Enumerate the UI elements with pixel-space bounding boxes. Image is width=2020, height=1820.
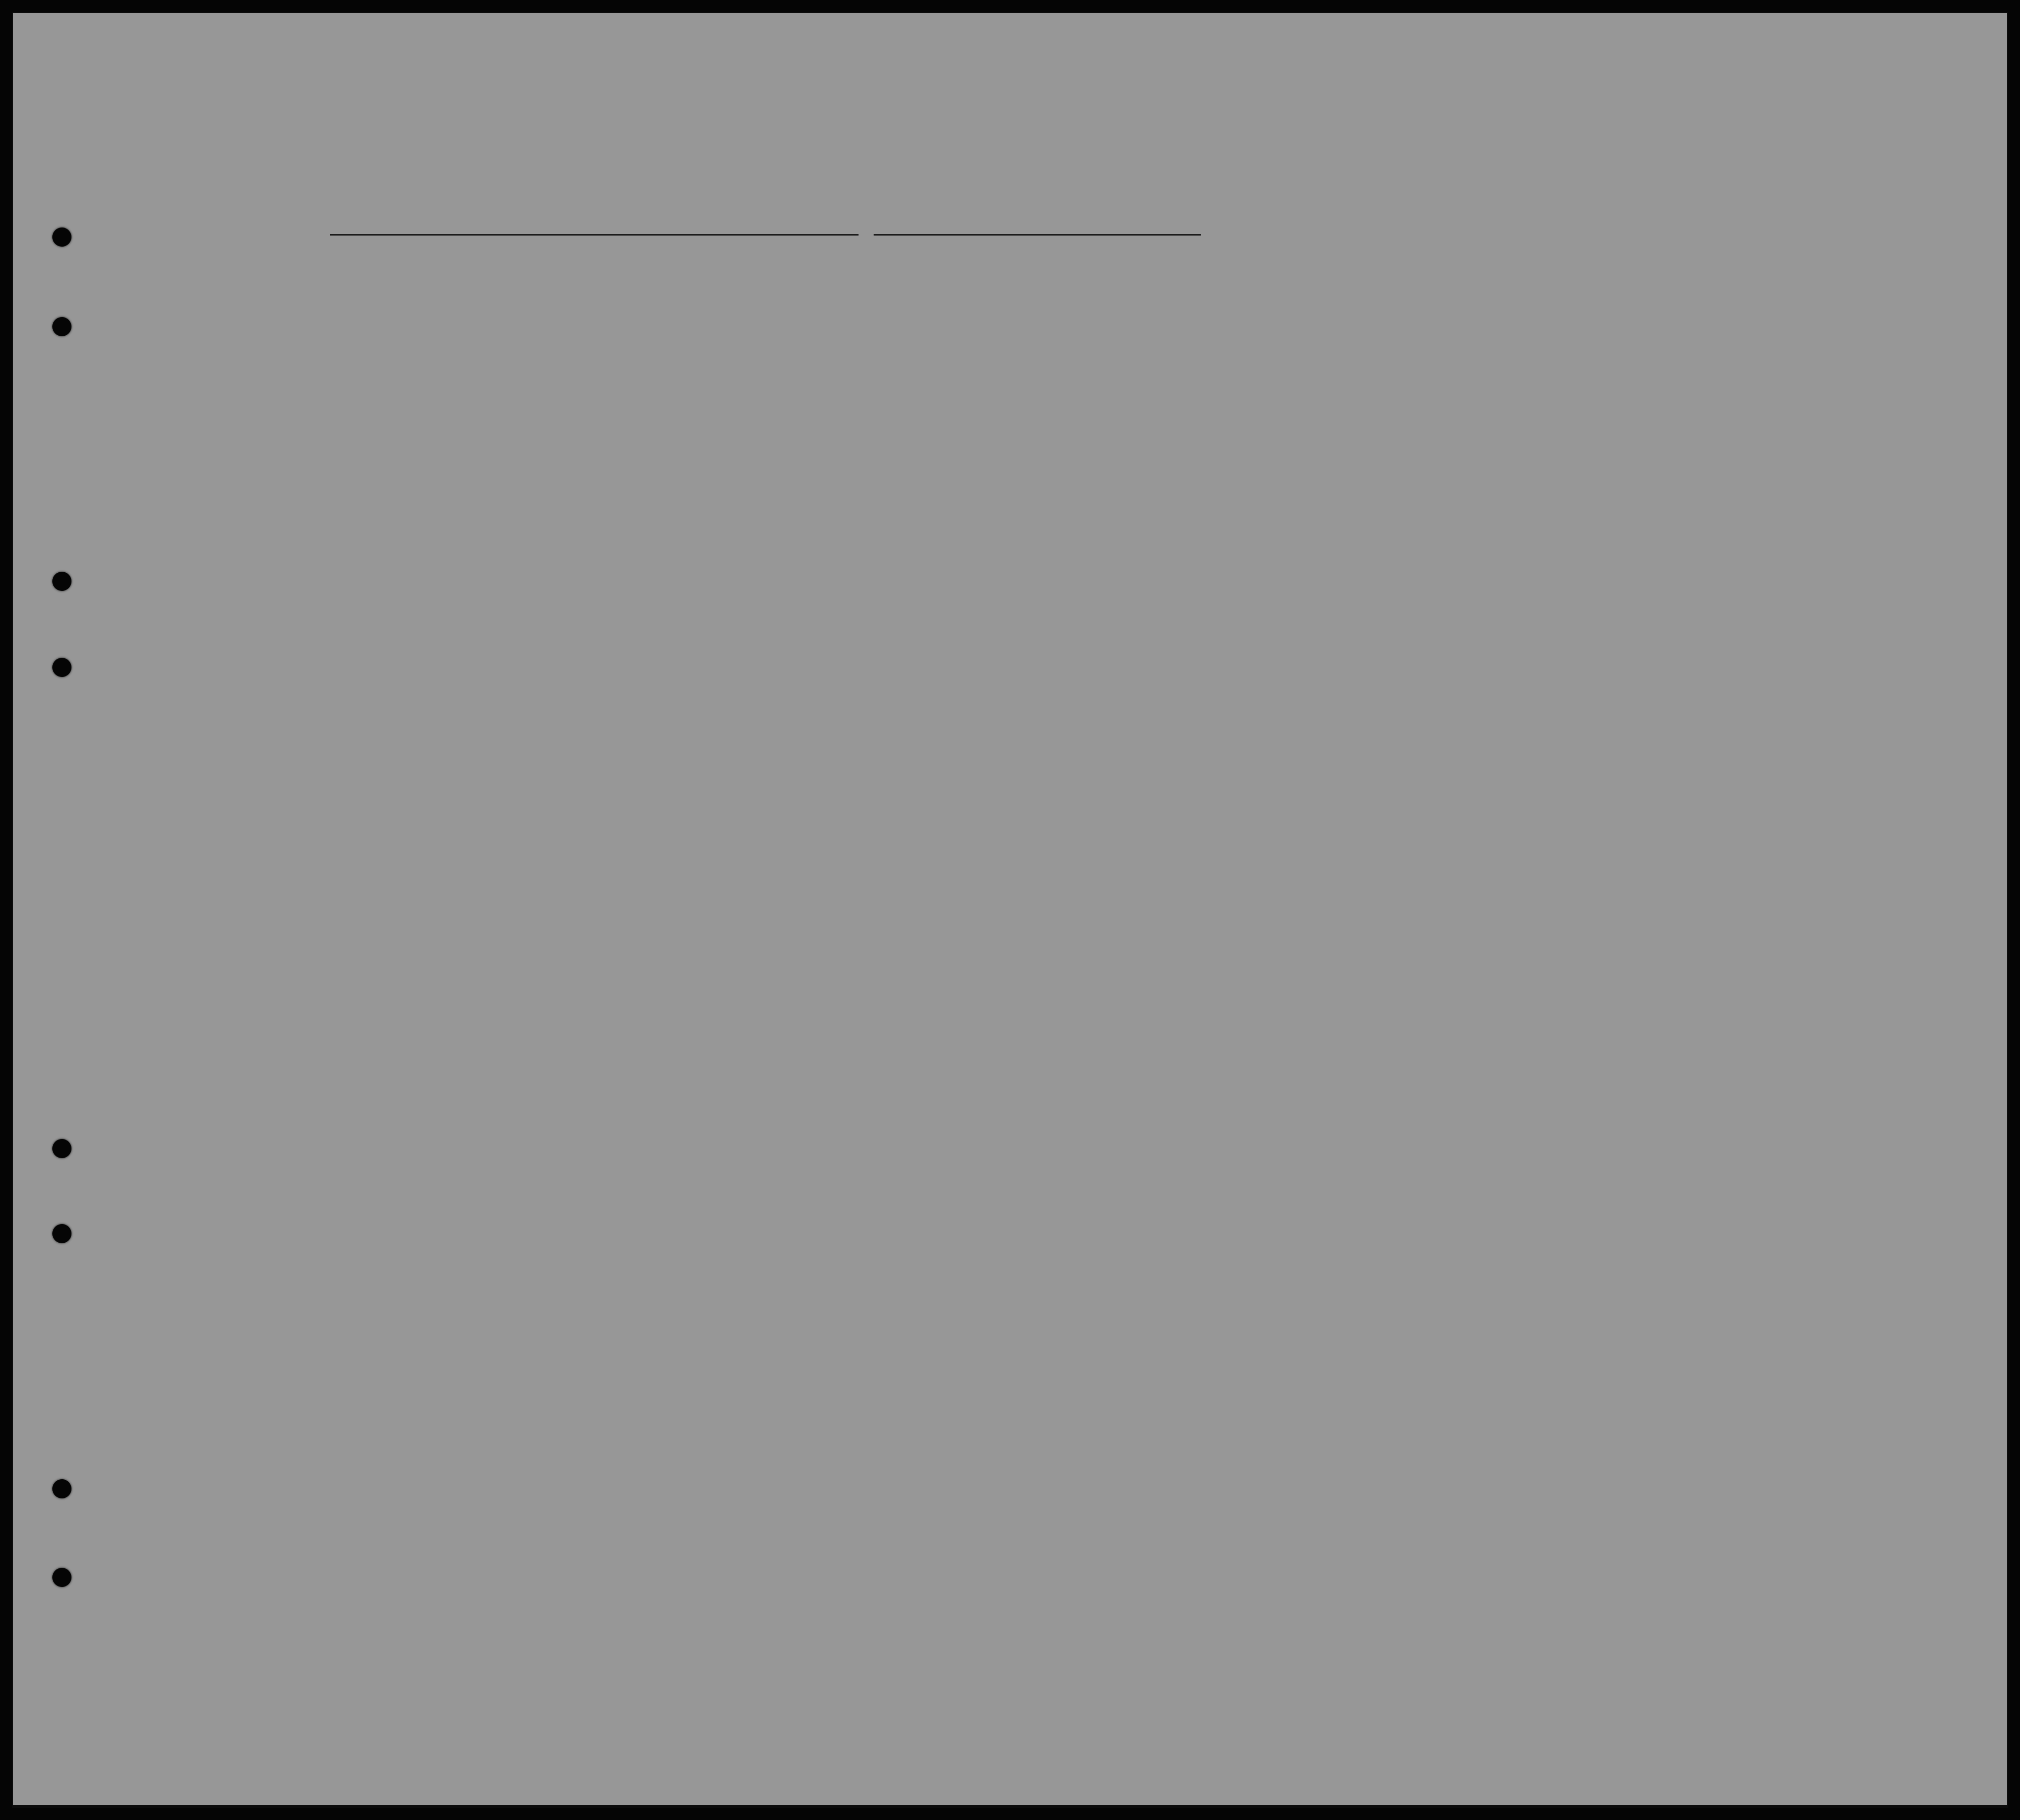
manifest-sheet [13,13,2007,1805]
port-line [330,234,859,236]
binding-hole-icon [52,1568,71,1587]
date-line [874,234,1201,236]
binding-hole-icon [52,1479,71,1498]
binding-hole-icon [52,317,71,336]
binding-hole-icon [52,572,71,591]
binding-hole-icon [52,658,71,677]
binding-hole-icon [52,1224,71,1243]
binding-hole-icon [52,228,71,247]
binding-hole-icon [52,1139,71,1158]
